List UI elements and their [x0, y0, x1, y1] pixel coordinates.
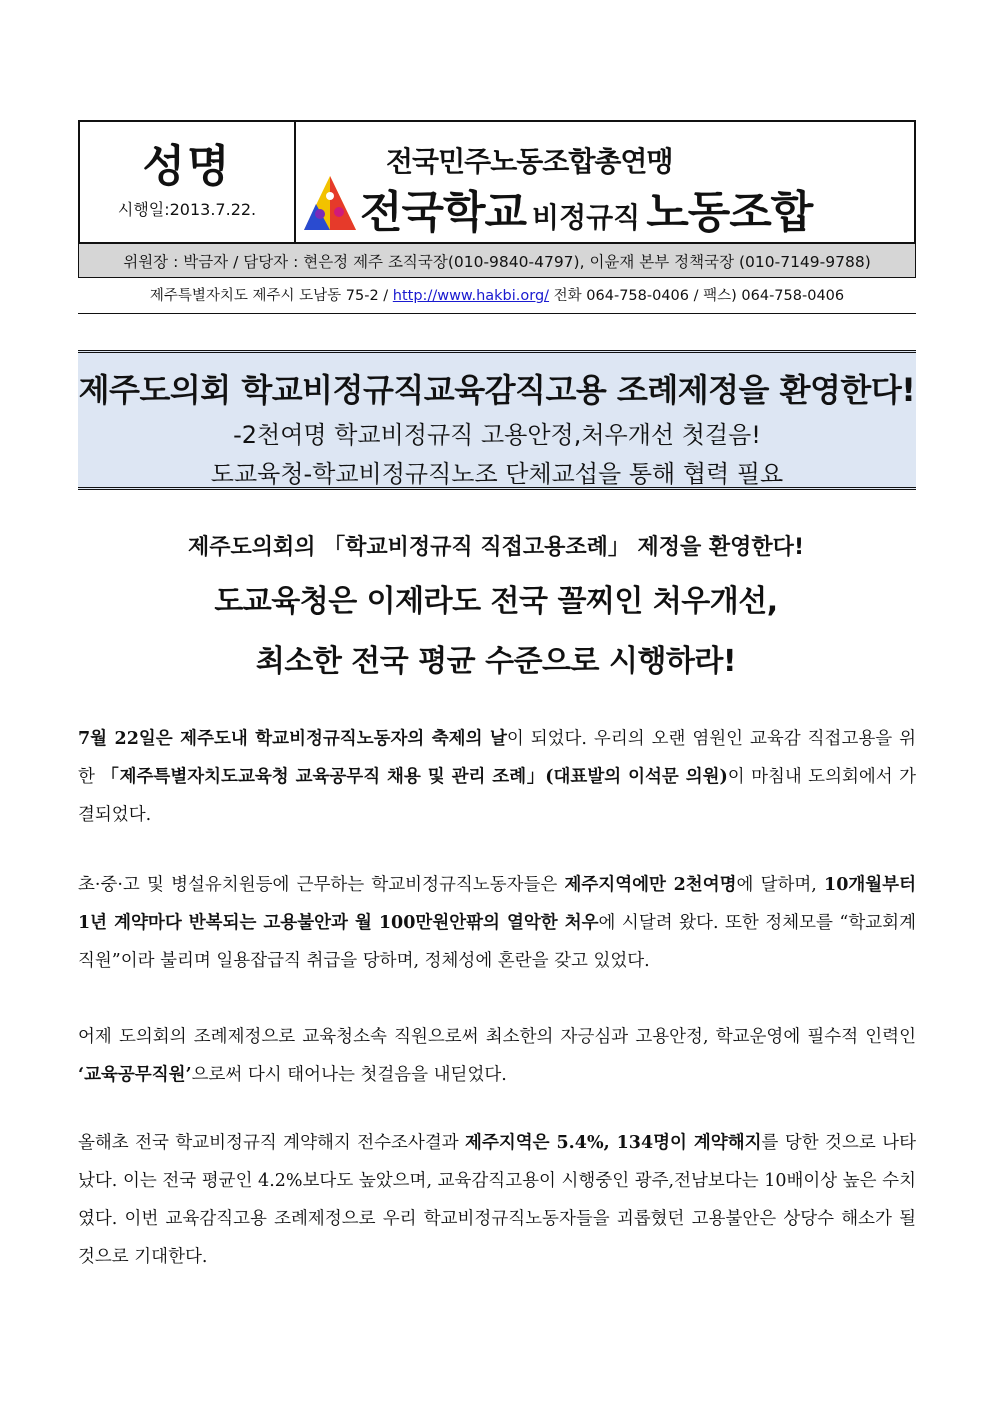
address-text: 제주특별자치도 제주시 도남동 75-2 / [149, 288, 393, 304]
paragraph-run: 에 달하며, [736, 875, 825, 895]
union-name-part2: 비정규직 [532, 201, 641, 234]
paragraph-run: 제주지역은 5.4%, 134명이 계약해지 [465, 1133, 762, 1153]
union-name-part1: 전국학교 [360, 187, 527, 238]
headline-main: 제주도의회 학교비정규직교육감직고용 조례제정을 환영한다! [78, 371, 916, 409]
headline-sub1: -2천여명 학교비정규직 고용안정,처우개선 첫걸음! [233, 421, 761, 449]
paragraph-run: 를 당한 것으로 나타났다. 이는 전국 평균인 4.2%보다도 높았으며, 교육감직고용이 시행중인 광주,전남보다는 10배이상 높은 수치였다. 이번 교육감직고용 조례제정으로 우리 학교비정규직노동자들을 괴롭혔던 고용불안은 상당수 해소가 될 것으로 기대한다. [78, 1133, 916, 1267]
address-line [78, 284, 916, 305]
paragraph-2 [78, 866, 916, 980]
paragraph-run: 「제주특별자치도교육청 교육공무직 채용 및 관리 조례」(대표발의 이석문 의원) [101, 767, 728, 787]
subtitle-line3: 최소한 전국 평균 수준으로 시행하라! [255, 644, 737, 679]
subtitle-line1: 제주도의회의 「학교비정규직 직접고용조례」 제정을 환영한다! [188, 535, 804, 560]
paragraph-run: 으로써 다시 태어나는 첫걸음을 내딛었다. [191, 1065, 507, 1085]
paragraph-run: 올해초 전국 학교비정규직 계약해지 전수조사결과 [78, 1133, 466, 1153]
subtitle-line2: 도교육청은 이제라도 전국 꼴찌인 처우개선, [214, 584, 778, 619]
phone-fax-text: 전화 064-758-0406 / 팩스) 064-758-0406 [549, 288, 845, 304]
website-link[interactable]: http://www.hakbi.org/ [392, 288, 550, 304]
headline-box [78, 350, 916, 490]
confederation-name: 전국민주노동조합총연맹 [386, 145, 673, 178]
union-name-part3: 노동조합 [646, 187, 813, 238]
paragraph-run: 제주지역에만 2천여명 [564, 875, 737, 895]
paragraph-run: 이 마침내 도의회에서 가결되었다. [78, 767, 917, 825]
union-logo-icon [302, 174, 358, 232]
divider [78, 313, 916, 314]
issue-date: 시행일:2013.7.22. [117, 199, 257, 219]
paragraph-1 [78, 720, 916, 834]
doc-type: 성명 [142, 140, 232, 192]
paragraph-run: 이 되었다. 우리의 오랜 염원인 교육감 직접고용을 위한 [78, 729, 916, 787]
union-name [360, 176, 812, 240]
paragraph-run: ‘교육공무직원’ [78, 1065, 192, 1085]
paragraph-run: 7월 22일은 제주도내 학교비정규직노동자의 축제의 날 [78, 729, 507, 749]
paragraph-4 [78, 1124, 916, 1276]
headline-sub2: 도교육청-학교비정규직노조 단체교섭을 통해 협력 필요 [210, 460, 784, 488]
paragraph-3 [78, 1018, 916, 1094]
org-panel [296, 122, 914, 242]
paragraph-run: 에 시달려 왔다. 또한 정체모를 “학교회계직원”이라 불리며 일용잡급직 취급을 당하며, 정체성에 혼란을 갖고 있었다. [78, 913, 916, 971]
contact-bar: 위원장 : 박금자 / 담당자 : 현은정 제주 조직국장(010-9840-4797), 이윤재 본부 정책국장 (010-7149-9788) [78, 244, 916, 278]
paragraph-run: 초·중·고 및 병설유치원등에 근무하는 학교비정규직노동자들은 [78, 875, 565, 895]
doc-type-panel [80, 122, 296, 242]
paragraph-run: 어제 도의회의 조례제정으로 교육청소속 직원으로써 최소한의 자긍심과 고용안정, 학교운영에 필수적 인력인 [78, 1027, 916, 1047]
paragraph-run: 10개월부터 1년 계약마다 반복되는 고용불안과 월 100만원안팎의 열악한 처우 [78, 875, 916, 933]
header-box [78, 120, 916, 244]
